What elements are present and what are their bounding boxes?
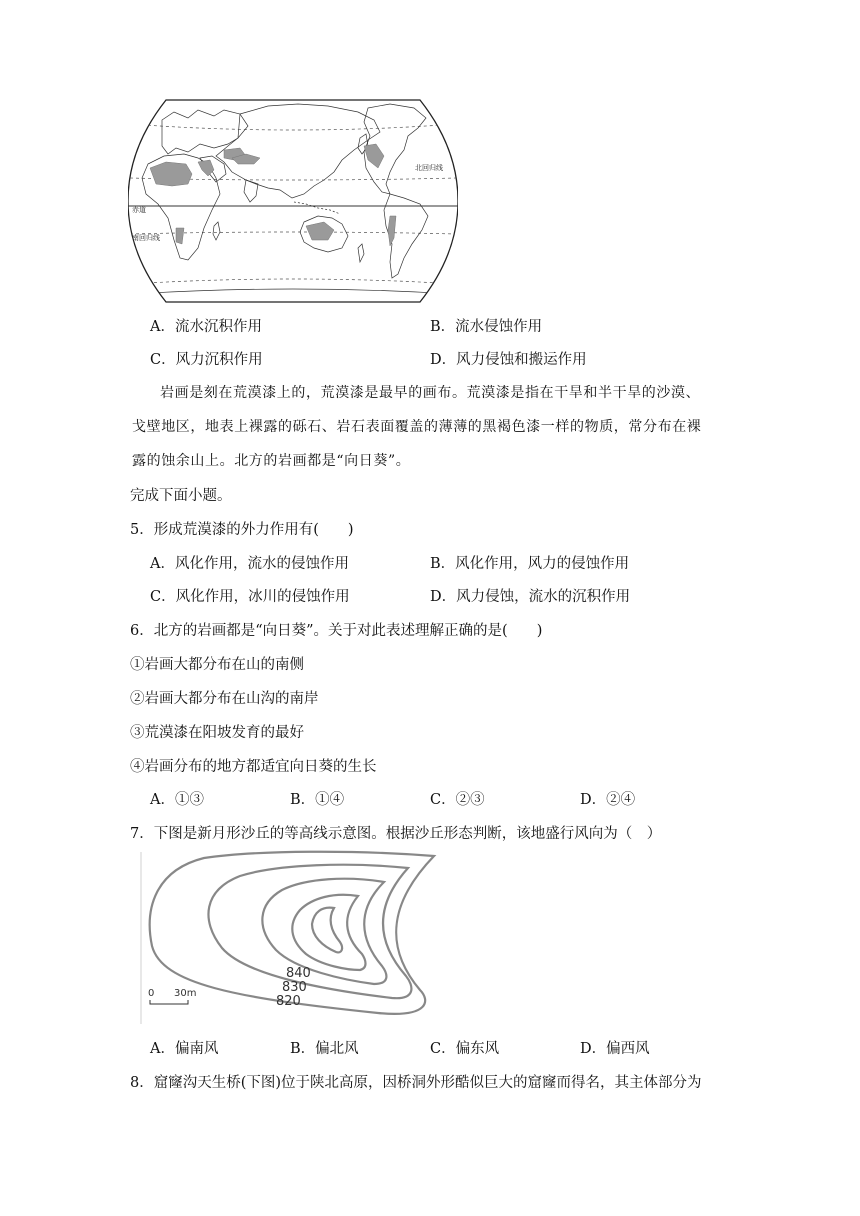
q7-option-a: A．偏南风 xyxy=(150,1041,219,1057)
atacama-desert xyxy=(388,216,396,246)
q5-option-c: C．风化作用，冰川的侵蚀作用 xyxy=(150,589,350,605)
north-american-desert xyxy=(364,144,384,168)
q8-stem: 8．窟窿沟天生桥(下图)位于陕北高原，因桥洞外形酷似巨大的窟窿而得名，其主体部分为 xyxy=(130,1075,702,1091)
europe-coast xyxy=(162,110,248,154)
q5-stem: 5．形成荒漠漆的外力作用有( ) xyxy=(130,522,354,538)
namib-desert xyxy=(176,228,184,244)
q6-option-b: B．①④ xyxy=(290,792,345,808)
q6-option-c: C．②③ xyxy=(430,792,485,808)
sahara-desert xyxy=(150,162,192,186)
label-tropic-north: 北回归线 xyxy=(415,164,443,172)
madagascar xyxy=(213,222,220,240)
q7-option-b: B．偏北风 xyxy=(290,1041,359,1057)
scale-zero-label: 0 xyxy=(148,988,155,999)
q6-stem: 6．北方的岩画都是“向日葵”。关于对此表述理解正确的是( ) xyxy=(130,623,543,639)
q5-option-a: A．风化作用，流水的侵蚀作用 xyxy=(150,556,349,572)
contour-850 xyxy=(292,895,365,970)
q6-option-d: D．②④ xyxy=(580,792,636,808)
contour-label-840: 840 xyxy=(286,966,311,981)
q5-option-b: B．风化作用，风力的侵蚀作用 xyxy=(430,556,630,572)
q7-option-d: D．偏西风 xyxy=(580,1041,650,1057)
q4-option-d: D．风力侵蚀和搬运作用 xyxy=(430,352,587,368)
scale-bar xyxy=(150,1000,188,1004)
q4-option-a: A．流水沉积作用 xyxy=(150,319,262,335)
india xyxy=(244,180,258,202)
indonesia xyxy=(294,202,340,214)
antarctic-circle-line xyxy=(130,279,456,284)
passage-line-3: 露的蚀余山上。北方的岩画都是“向日葵”。 xyxy=(132,453,411,469)
q6-statement-2: ②岩画大都分布在山沟的南岸 xyxy=(130,691,319,707)
dune-contour-figure xyxy=(138,848,448,1028)
label-tropic-south: 南回归线 xyxy=(132,234,160,242)
q7-option-c: C．偏东风 xyxy=(430,1041,500,1057)
contour-860 xyxy=(312,908,342,953)
australian-desert xyxy=(306,222,334,240)
instruction-text: 完成下面小题。 xyxy=(130,488,232,504)
arabian-desert xyxy=(198,160,214,176)
scale-length-label: 30m xyxy=(174,988,197,999)
dune-contour-map xyxy=(138,848,448,1028)
new-zealand xyxy=(358,244,364,262)
label-equator: 赤道 xyxy=(132,206,146,214)
q4-option-c: C．风力沉积作用 xyxy=(150,352,263,368)
arctic-circle-line xyxy=(130,124,456,130)
contour-840 xyxy=(262,879,386,984)
contour-label-830: 830 xyxy=(282,980,307,995)
q6-statement-3: ③荒漠漆在阳坡发育的最好 xyxy=(130,725,304,741)
contour-label-820: 820 xyxy=(276,994,301,1009)
antarctica-coast xyxy=(134,289,452,294)
q5-option-d: D．风力侵蚀，流水的沉积作用 xyxy=(430,589,631,605)
q4-option-b: B．流水侵蚀作用 xyxy=(430,319,543,335)
q6-statement-1: ①岩画大都分布在山的南侧 xyxy=(130,657,304,673)
passage-line-1: 岩画是刻在荒漠漆上的，荒漠漆是最早的画布。荒漠漆是指在干旱和半干旱的沙漠、 xyxy=(160,385,701,401)
q6-option-a: A．①③ xyxy=(150,792,204,808)
world-map-figure xyxy=(128,98,458,304)
world-map xyxy=(128,98,458,304)
q7-stem: 7．下图是新月形沙丘的等高线示意图。根据沙丘形态判断，该地盛行风向为（ ） xyxy=(130,826,662,842)
passage-line-2: 戈壁地区，地表上裸露的砾石、岩石表面覆盖的薄薄的黑褐色漆一样的物质，常分布在裸 xyxy=(132,419,702,435)
q6-statement-4: ④岩画分布的地方都适宜向日葵的生长 xyxy=(130,759,377,775)
